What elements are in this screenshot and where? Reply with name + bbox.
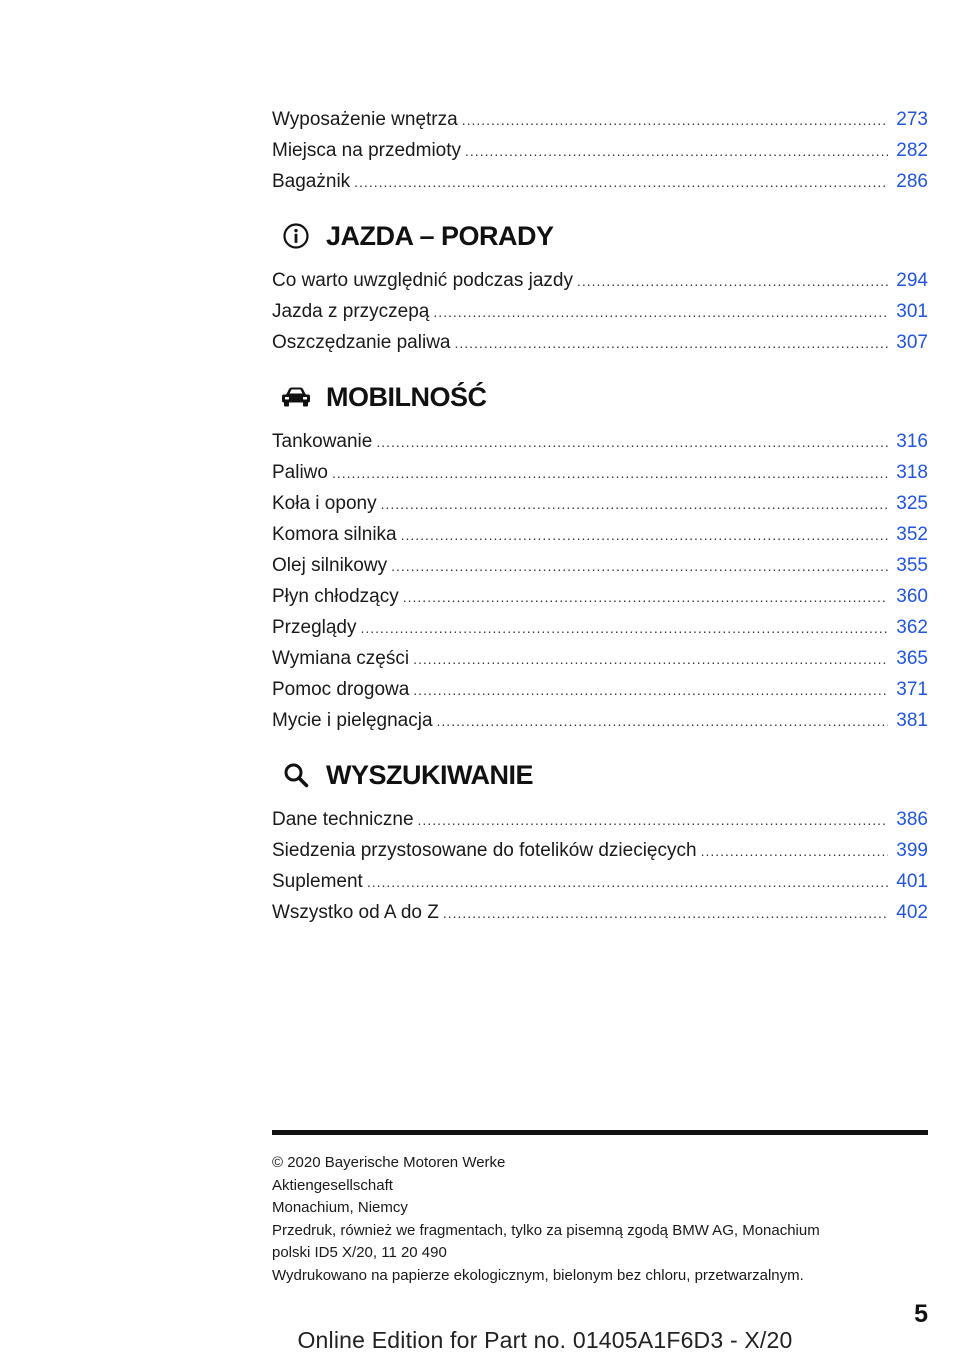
toc-page-link[interactable]: 286 [896,171,928,192]
dot-leader [465,136,888,166]
dot-leader [376,427,888,457]
toc-entry-label: Wyposażenie wnętrza [272,109,458,130]
online-edition-watermark: Online Edition for Part no. 01405A1F6D3 - X/20 [297,1327,793,1353]
toc-entry-label: Jazda z przyczepą [272,301,430,322]
dot-leader [454,328,888,358]
toc-entry-label: Siedzenia przystosowane do fotelików dziecięcych [272,840,697,861]
toc-page-link[interactable]: 402 [896,902,928,923]
imprint-footer [272,1130,928,1287]
car-icon [276,386,316,408]
toc-page-link[interactable]: 381 [896,710,928,731]
toc-page-link[interactable]: 294 [896,270,928,291]
toc-entry-label: Co warto uwzględnić podczas jazdy [272,270,573,291]
imprint-line: polski ID5 X/20, 11 20 490 [272,1244,447,1261]
toc-entry[interactable] [272,550,928,581]
toc-entry[interactable] [272,804,928,835]
dot-leader [437,706,889,736]
dot-leader [413,644,888,674]
toc-entry-label: Wszystko od A do Z [272,902,439,923]
toc-page-link[interactable]: 362 [896,617,928,638]
section-title: WYSZUKIWANIE [326,759,533,790]
toc-page-link[interactable]: 318 [896,462,928,483]
section-title: MOBILNOŚĆ [326,381,487,412]
imprint-line: Monachium, Niemcy [272,1199,408,1216]
toc-page-link[interactable]: 325 [896,493,928,514]
toc-entry-label: Bagażnik [272,171,351,192]
dot-leader [367,867,888,897]
dot-leader [354,167,888,197]
section-title: JAZDA – PORADY [326,220,554,251]
toc-page-link[interactable]: 355 [896,555,928,576]
toc-entry[interactable] [272,674,928,705]
section-heading-driving-tips [272,211,928,261]
toc-entry[interactable] [272,866,928,897]
toc-entry-label: Oszczędzanie paliwa [272,332,451,353]
toc-entry-label: Płyn chłodzący [272,586,399,607]
dot-leader [418,805,889,835]
toc-entry-label: Przeglądy [272,617,357,638]
imprint-line: Wydrukowano na papierze ekologicznym, bielonym bez chloru, przetwarzalnym. [272,1266,804,1284]
toc-page-link[interactable]: 401 [896,871,928,892]
toc-entry[interactable] [272,457,928,488]
toc-page-link[interactable]: 301 [896,301,928,322]
toc-page-link[interactable]: 307 [896,332,928,353]
toc-entry-label: Paliwo [272,462,328,483]
dot-leader [361,613,889,643]
section-heading-mobility [272,372,928,422]
page-number: 5 [914,1300,928,1328]
toc-entry[interactable] [272,519,928,550]
toc-entry[interactable] [272,705,928,736]
dot-leader [577,266,888,296]
toc-page-link[interactable]: 386 [896,809,928,830]
dot-leader [433,297,888,327]
toc-page-link[interactable]: 273 [896,109,928,130]
toc-entry[interactable] [272,426,928,457]
toc-entry[interactable] [272,104,928,135]
search-icon [276,762,316,788]
toc-entry-label: Wymiana części [272,648,410,669]
info-icon [276,223,316,249]
toc-entry[interactable] [272,835,928,866]
dot-leader [332,458,888,488]
toc-page-link[interactable]: 316 [896,431,928,452]
toc-page-link[interactable]: 282 [896,140,928,161]
dot-leader [701,836,889,866]
dot-leader [381,489,889,519]
dot-leader [462,105,889,135]
toc-entry-label: Dane techniczne [272,809,414,830]
dot-leader [413,675,888,705]
toc-entry-label: Komora silnika [272,524,397,545]
toc-page-link[interactable]: 371 [896,679,928,700]
toc-entry-label: Koła i opony [272,493,377,514]
toc-entry[interactable] [272,581,928,612]
toc-entry[interactable] [272,135,928,166]
toc-entry-label: Pomoc drogowa [272,679,410,700]
dot-leader [443,898,888,928]
footer-rule [272,1130,928,1135]
toc-entry[interactable] [272,612,928,643]
toc-page-link[interactable]: 365 [896,648,928,669]
toc-entry-label: Tankowanie [272,431,373,452]
toc-entry[interactable] [272,166,928,197]
toc-page-link[interactable]: 399 [896,840,928,861]
toc-entry-label: Mycie i pielęgnacja [272,710,433,731]
copyright-line: © 2020 Bayerische Motoren Werke [272,1154,506,1171]
toc-entry[interactable] [272,897,928,928]
toc-entry[interactable] [272,265,928,296]
toc-entry[interactable] [272,327,928,358]
table-of-contents [272,104,928,928]
toc-entry-label: Miejsca na przedmioty [272,140,462,161]
toc-entry[interactable] [272,488,928,519]
section-heading-search [272,750,928,800]
dot-leader [391,551,888,581]
imprint-line: Przedruk, również we fragmentach, tylko za pisemną zgodą BMW AG, Monachium [272,1221,820,1239]
toc-entry-label: Suplement [272,871,363,892]
toc-entry-label: Olej silnikowy [272,555,388,576]
imprint-line: Aktiengesellschaft [272,1176,393,1194]
toc-page-link[interactable]: 360 [896,586,928,607]
dot-leader [401,520,889,550]
toc-entry[interactable] [272,643,928,674]
toc-entry[interactable] [272,296,928,327]
dot-leader [403,582,889,612]
toc-page-link[interactable]: 352 [896,524,928,545]
